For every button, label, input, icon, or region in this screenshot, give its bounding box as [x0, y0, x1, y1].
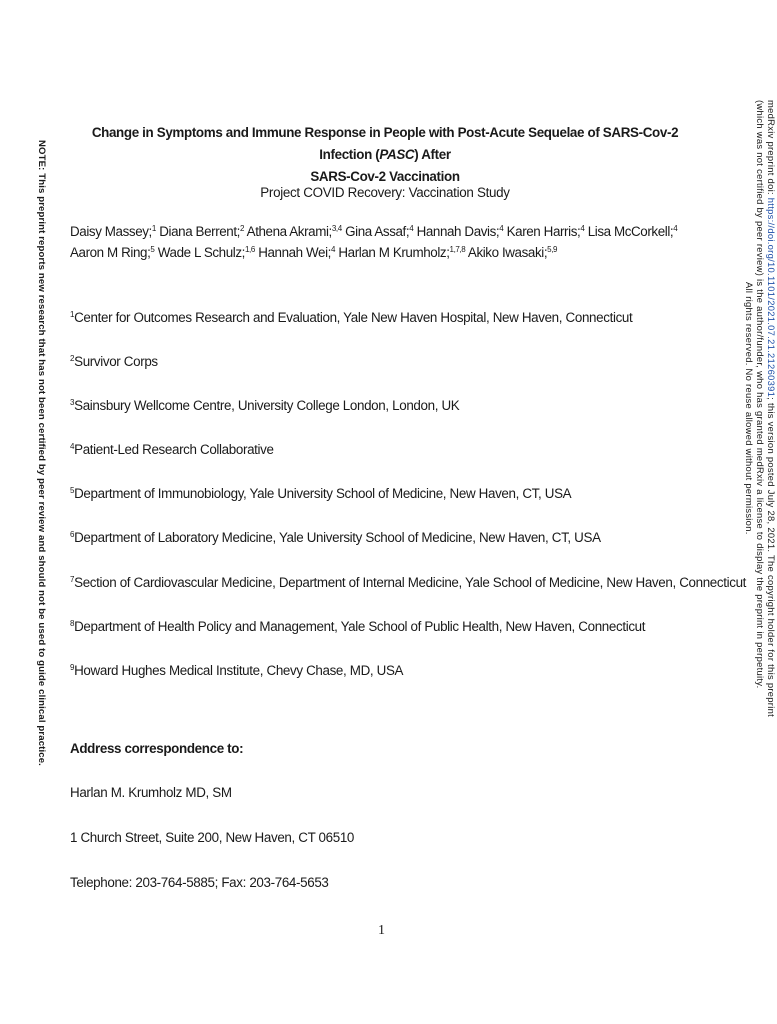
affiliation: $^6$Department of Laboratory Medicine, Yale University School of Medicine, New Haven, CT, USA [70, 530, 601, 545]
author: Harlan M Krumholz;$^{1,7,8}$ [338, 245, 466, 260]
affiliation: $^2$Survivor Corps [70, 354, 158, 369]
medrxiv-doi-label: medRxiv preprint doi: [766, 100, 777, 198]
author: Daisy Massey;$^1$ [70, 224, 156, 239]
author: Hannah Davis;$^4$ [416, 224, 504, 239]
author: Athena Akrami;$^{3,4}$ [246, 224, 342, 239]
title-line2: SARS-Cov-2 Vaccination [310, 169, 460, 184]
medrxiv-line-3: All rights reserved. No reuse allowed without permission. [744, 282, 755, 535]
affiliation: $^3$Sainsbury Wellcome Centre, University College London, London, UK [70, 398, 460, 413]
page-number: 1 [378, 923, 385, 938]
preprint-disclaimer-note: NOTE: This preprint reports new research that has not been certified by peer review and should not be used to guide clinical practice. [36, 140, 47, 766]
medrxiv-line-2: (which was not certified by peer review) is the author/funder, who has granted medRxiv a license to display the preprint in perpetuity. [755, 100, 766, 689]
author: Wade L Schulz;$^{1,6}$ [157, 245, 255, 260]
author: Karen Harris;$^4$ [506, 224, 585, 239]
affiliation: $^4$Patient-Led Research Collaborative [70, 442, 274, 457]
affiliation: $^9$Howard Hughes Medical Institute, Chevy Chase, MD, USA [70, 663, 404, 678]
author: Akiko Iwasaki;$^{5,9}$ [467, 245, 558, 260]
author: Lisa McCorkell;$^4$ [587, 224, 678, 239]
study-subtitle: Project COVID Recovery: Vaccination Study [260, 185, 510, 200]
affiliation: $^1$Center for Outcomes Research and Evaluation, Yale New Haven Hospital, New Haven, Connecticut [70, 310, 633, 325]
doi-link[interactable]: https://doi.org/10.1101/2021.07.21.21260391 [766, 197, 777, 398]
affiliation: $^7$Section of Cardiovascular Medicine, Department of Internal Medicine, Yale School of Medicine, New Haven, Connecticut [70, 575, 747, 590]
paper-title [70, 122, 700, 188]
author: Diana Berrent;$^2$ [159, 224, 245, 239]
author: Hannah Wei;$^4$ [258, 245, 336, 260]
affiliation: $^8$Department of Health Policy and Management, Yale School of Public Health, New Haven, Connecticut [70, 619, 646, 634]
medrxiv-line-1 [766, 100, 777, 717]
title-italic-abbrev: PASC [379, 147, 415, 162]
correspondence-phone: Telephone: 203-764-5885; Fax: 203-764-5653 [70, 875, 329, 890]
title-line1-start: Change in Symptoms and Immune Response in People with Post-Acute Sequelae of SARS-Cov-2 Infection ( [91, 125, 679, 162]
affiliation: $^5$Department of Immunobiology, Yale University School of Medicine, New Haven, CT, USA [70, 486, 572, 501]
correspondence-address: 1 Church Street, Suite 200, New Haven, CT 06510 [70, 830, 355, 845]
author-list [70, 221, 704, 263]
correspondence-name: Harlan M. Krumholz MD, SM [70, 785, 232, 800]
title-line1-end: ) After [414, 147, 451, 162]
correspondence-heading: Address correspondence to: [70, 741, 244, 756]
medrxiv-copyright-note [744, 100, 777, 717]
medrxiv-version-text: ; this version posted July 28, 2021. The copyright holder for this preprint [766, 397, 777, 718]
author: Gina Assaf;$^4$ [345, 224, 414, 239]
author: Aaron M Ring;$^5$ [70, 245, 155, 260]
